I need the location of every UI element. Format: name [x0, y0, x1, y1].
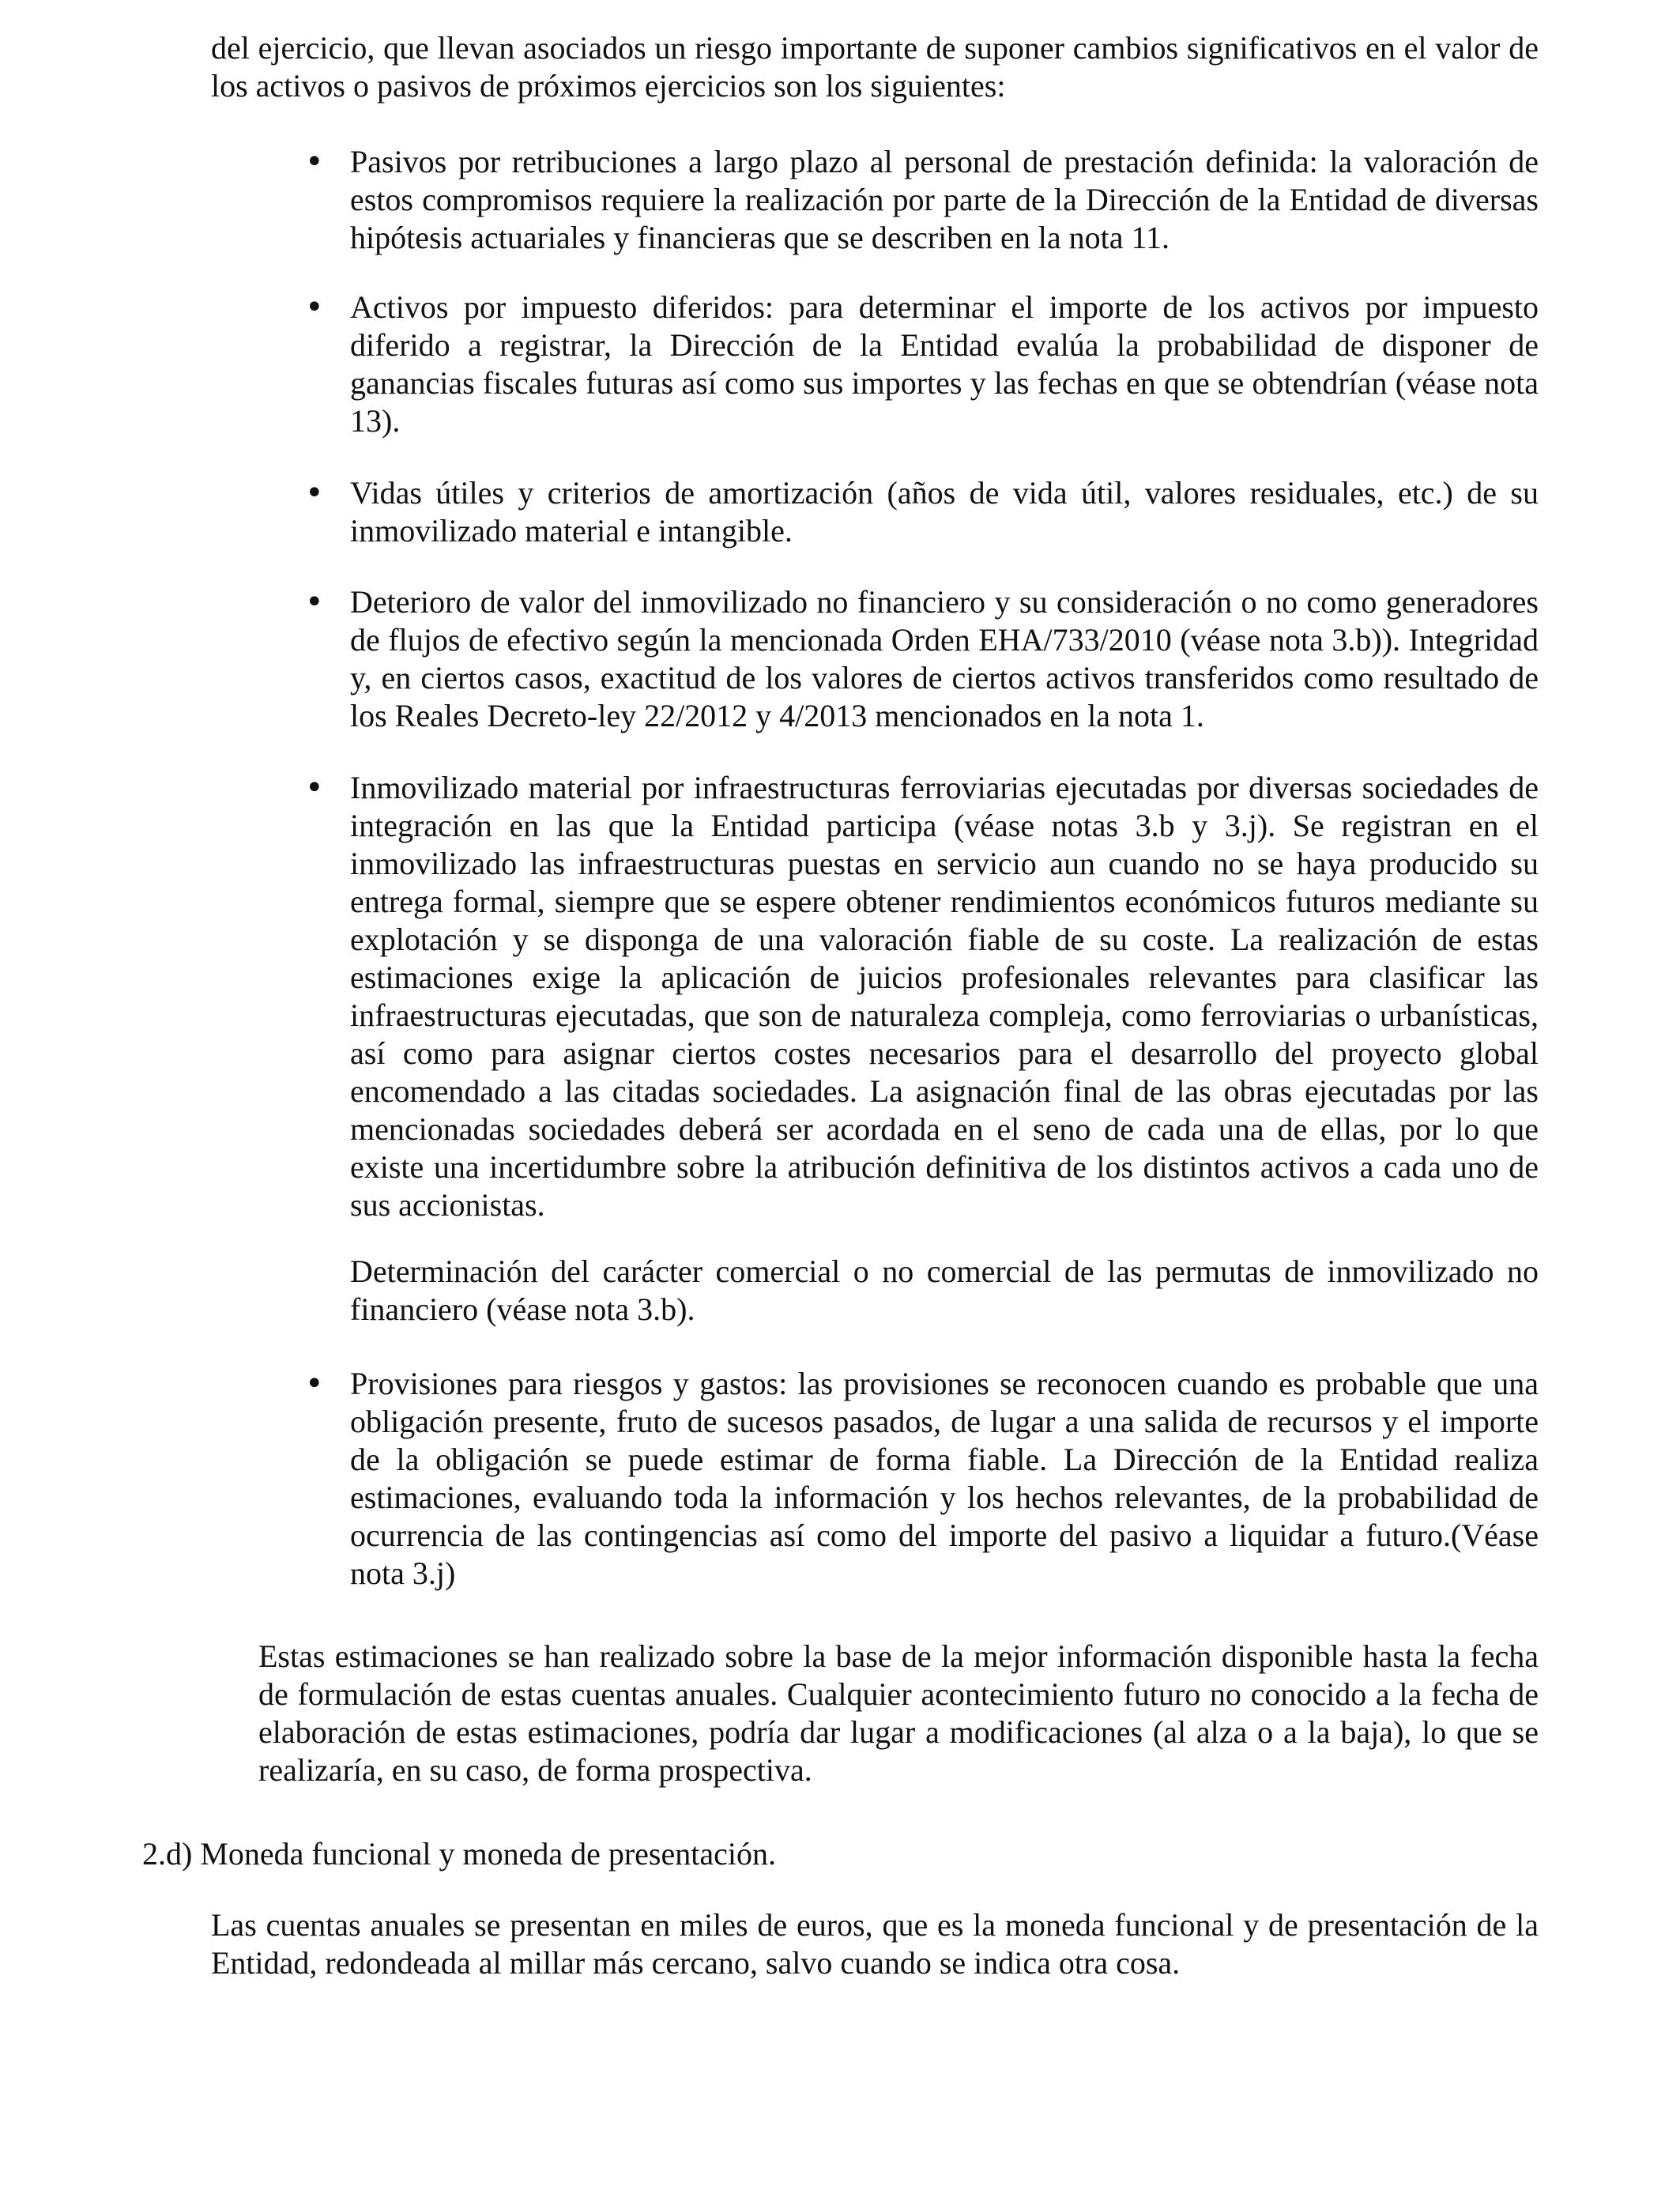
bullet-icon: • — [305, 475, 324, 511]
list-item-text: Determinación del carácter comercial o no comercial de las permutas de inmovilizado no financiero (véase nota 3.b). — [350, 1253, 1539, 1327]
list-item-text: Deterioro de valor del inmovilizado no financiero y su consideración o no como generadores de flujos de efectivo según la mencionada Orden EHA/733/2010 (véase nota 3.b)). Integridad y, en ciertos casos, exactitud de los valores de ciertos activos transferidos como resultado de los Reales Decreto-ley 22/2012 y 4/2013 mencionados en la nota 1. — [350, 584, 1539, 733]
bullet-icon: • — [305, 1366, 324, 1402]
list-item-continuation — [350, 1253, 1539, 1329]
list-item-text: Inmovilizado material por infraestructuras ferroviarias ejecutadas por diversas sociedades de integración en las que la Entidad participa (véase notas 3.b y 3.j). Se registran en el inmovilizado las infraestructuras puestas en servicio aun cuando no se haya producido su entrega formal, siempre que se espere obtener rendimientos económicos futuros mediante su explotación y se disponga de una valoración fiable de su coste. La realización de estas estimaciones exige la aplicación de juicios profesionales relevantes para clasificar las infraestructuras ejecutadas, que son de naturaleza compleja, como ferroviarias o urbanísticas, así como para asignar ciertos costes necesarios para el desarrollo del proyecto global encomendado a las citadas sociedades. La asignación final de las obras ejecutadas por las mencionadas sociedades deberá ser acordada en el seno de cada una de ellas, por lo que existe una incertidumbre sobre la atribución definitiva de los distintos activos a cada uno de sus accionistas. — [350, 770, 1539, 1223]
list-item-text: Vidas útiles y criterios de amortización (años de vida útil, valores residuales, etc.) de su inmovilizado material e intangible. — [350, 475, 1539, 548]
list-item — [305, 474, 1539, 550]
list-item — [305, 1365, 1539, 1593]
bullet-icon: • — [305, 770, 324, 806]
list-item — [305, 143, 1539, 257]
list-item-text: Activos por impuesto diferidos: para determinar el importe de los activos por impuesto diferido a registrar, la Dirección de la Entidad evalúa la probabilidad de disponer de ganancias fiscales futuras así como sus importes y las fechas en que se obtendrían (véase nota 13). — [350, 289, 1539, 439]
bullet-icon: • — [305, 584, 324, 620]
list-item-text: Provisiones para riesgos y gastos: las provisiones se reconocen cuando es probable que una obligación presente, fruto de sucesos pasados, de lugar a una salida de recursos y el importe de la obligación se puede estimar de forma fiable. La Dirección de la Entidad realiza estimaciones, evaluando toda la información y los hechos relevantes, de la probabilidad de ocurrencia de las contingencias así como del importe del pasivo a liquidar a futuro.(Véase nota 3.j) — [350, 1366, 1539, 1591]
list-item-text: Pasivos por retribuciones a largo plazo al personal de prestación definida: la valoración de estos compromisos requiere la realización por parte de la Dirección de la Entidad de diversas hipótesis actuariales y financieras que se describen en la nota 11. — [350, 144, 1539, 255]
section-heading: 2.d) Moneda funcional y moneda de presentación. — [142, 1836, 776, 1872]
list-item — [305, 583, 1539, 735]
section-body-paragraph: Las cuentas anuales se presentan en miles de euros, que es la moneda funcional y de presentación de la Entidad, redondeada al millar más cercano, salvo cuando se indica otra cosa. — [211, 1907, 1539, 1981]
intro-paragraph: del ejercicio, que llevan asociados un riesgo importante de suponer cambios significativos en el valor de los activos o pasivos de próximos ejercicios son los siguientes: — [211, 30, 1539, 104]
list-item — [305, 288, 1539, 440]
closing-paragraph: Estas estimaciones se han realizado sobre la base de la mejor información disponible hasta la fecha de formulación de estas cuentas anuales. Cualquier acontecimiento futuro no conocido a la fecha de elaboración de estas estimaciones, podría dar lugar a modificaciones (al alza o a la baja), lo que se realizaría, en su caso, de forma prospectiva. — [258, 1638, 1539, 1788]
bullet-icon: • — [305, 144, 324, 180]
list-item — [305, 769, 1539, 1224]
bullet-icon: • — [305, 289, 324, 326]
